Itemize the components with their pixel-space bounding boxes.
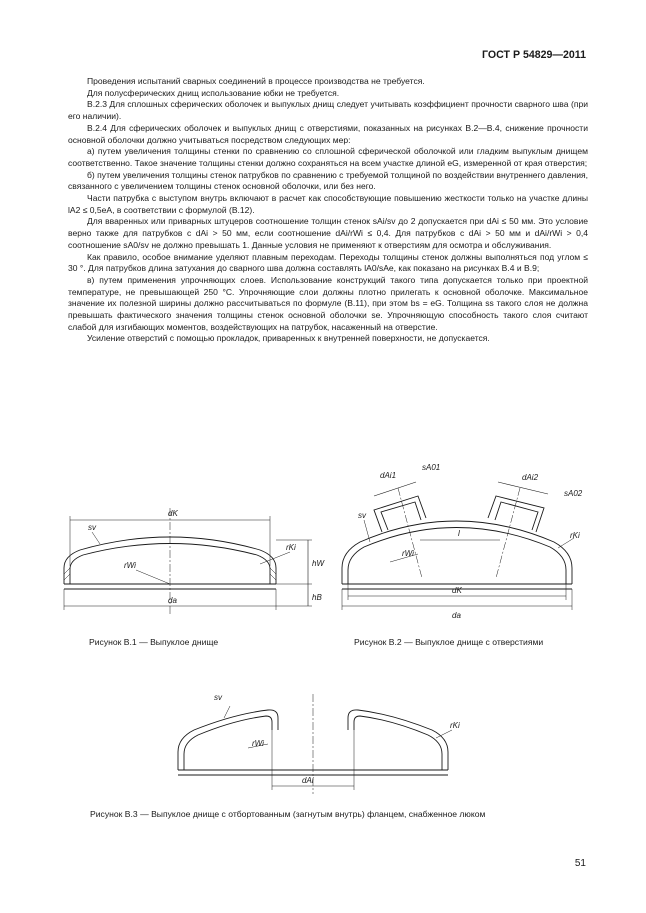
fig-b2-label-dAi1: dAi1 bbox=[380, 471, 397, 480]
fig-b1-label-rKi: rKi bbox=[286, 543, 296, 552]
fig-b2-label-l: l bbox=[458, 529, 460, 538]
paragraph: Части патрубка с выступом внутрь включают в расчет как способствующие повышению жесткости только на участке длины lA2 ≤ 0,5eA, в соответствии с формулой (B.12). bbox=[68, 193, 588, 215]
fig-b3-label-rKi: rKi bbox=[450, 721, 460, 730]
paragraph: Для полусферических днищ использование юбки не требуется. bbox=[87, 87, 340, 98]
paragraph: Как правило, особое внимание уделяют плавным переходам. Переходы толщины стенок должны выполняться под углом ≤ 30 °. Для патрубков длина затухания до сварного шва должна составлять lA0/sAe, как показано на рисунках B.4 и B.9; bbox=[68, 251, 588, 274]
fig-b2-label-dK: dK bbox=[452, 586, 462, 595]
fig-b2-label-sA01: sA01 bbox=[422, 463, 441, 472]
figure-b2-caption: Рисунок B.2 — Выпуклое днище с отверстиями bbox=[354, 637, 544, 647]
figure-b1-caption: Рисунок B.1 — Выпуклое днище bbox=[89, 637, 219, 647]
fig-b3-label-dAi: dAi bbox=[302, 776, 314, 785]
fig-b2-label-sA02: sA02 bbox=[564, 489, 583, 498]
fig-b1-label-hB: hB bbox=[312, 593, 322, 602]
paragraph: B.2.3 Для сплошных сферических оболочек и выпуклых днищ следует учитывать коэффициент прочности сварного шва (при его наличии). bbox=[68, 99, 588, 122]
figure-b2-drawing bbox=[330, 458, 600, 628]
paragraph: б) путем увеличения толщины стенок патрубков по сравнению с требуемой толщиной по воздействии внутреннего давления, связанного с увеличением толщины стенок основной оболочки, или без него. bbox=[68, 169, 588, 192]
fig-b3-label-rWi: rWi bbox=[252, 739, 264, 748]
standard-code-header: ГОСТ Р 54829—2011 bbox=[482, 49, 586, 61]
figure-b3-caption: Рисунок B.3 — Выпуклое днище с отбортованным (загнутым внутрь) фланцем, снабженное люком bbox=[90, 809, 486, 819]
fig-b2-label-da: da bbox=[452, 611, 461, 620]
fig-b2-label-sv: sv bbox=[358, 511, 366, 520]
fig-b2-label-rKi: rKi bbox=[570, 531, 580, 540]
fig-b1-label-rWi: rWi bbox=[124, 561, 136, 570]
paragraph: а) путем увеличения толщины стенки по сравнению со сплошной сферической оболочкой или гладким выпуклым днищем соответственно. Такое значение толщины стенки должно сохраняться на всем участке длиной eG, измеренной от края отверстия; bbox=[68, 146, 588, 168]
fig-b2-label-rWi: rWi bbox=[402, 549, 414, 558]
paragraph: в) путем применения упрочняющих слоев. Использование конструкций такого типа допускается только при проектной температуре, не превышающей 250 °C. Упрочняющие слои должны плотно прилегать к основной оболочке. Максимальное значение их полезной ширины должно рассчитываться по формуле (B.11), при этом bs = eG. Толщина ss такого слоя не должна превышать фактического значения толщины стенок основной оболочки se. Упрочняющую способность такого слоя считают слабой для изгибающих моментов, воздействующих на патрубок, насаженный на отверстие. bbox=[68, 274, 588, 332]
paragraph: B.2.4 Для сферических оболочек и выпуклых днищ с отверстиями, показанных на рисунках B.2—B.4, снижение прочности основной оболочки должно учитываться посредством следующих мер: bbox=[68, 122, 588, 145]
paragraph: Для вваренных или приварных штуцеров соотношение толщин стенок sAi/sv до 2 допускается при dAi ≤ 50 мм. Это условие верно также для патрубков с dAi > 50 мм, если соотношение dAi/rWi ≤ 0,4. Для патрубков с dAi > 50 мм и dAi/rWi > 0,4 соотношение sA0/sv не должно превышать 1. Данные условия не применяют к отверстиям для осмотра и обслуживания. bbox=[68, 216, 588, 250]
body-text bbox=[68, 76, 588, 345]
fig-b1-label-dK: dK bbox=[168, 509, 178, 518]
fig-b2-label-dAi2: dAi2 bbox=[522, 473, 539, 482]
page-number: 51 bbox=[574, 858, 586, 869]
fig-b1-label-sv: sv bbox=[88, 523, 96, 532]
fig-b3-label-sv: sv bbox=[214, 693, 222, 702]
fig-b1-label-hW: hW bbox=[312, 559, 324, 568]
figure-b1-drawing bbox=[40, 488, 340, 628]
figure-b3-drawing bbox=[168, 682, 468, 804]
fig-b1-label-da: da bbox=[168, 596, 177, 605]
paragraph: Проведения испытаний сварных соединений в процессе производства не требуется. bbox=[87, 76, 425, 86]
paragraph: Усиление отверстий с помощью прокладок, приваренных к внутренней поверхности, не допускается. bbox=[87, 333, 490, 344]
